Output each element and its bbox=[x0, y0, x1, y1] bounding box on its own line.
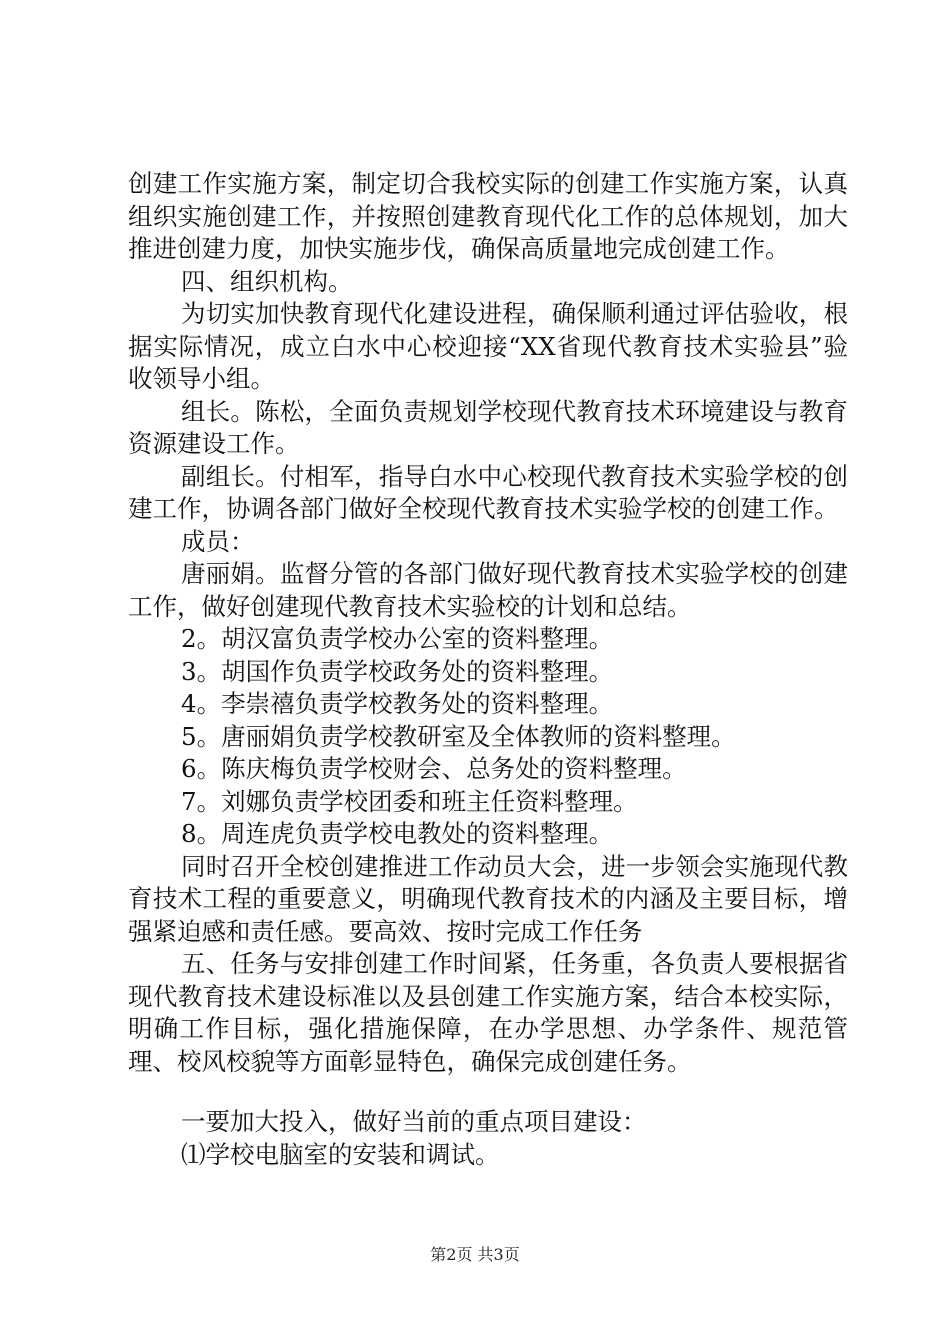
paragraph-deputy-leader: 副组长。付相军，指导白水中心校现代教育技术实验学校的创建工作，协调各部门做好全校现代教育技术实验学校的创建工作。 bbox=[128, 461, 848, 523]
list-item-computer-room: ⑴学校电脑室的安装和调试。 bbox=[181, 1139, 500, 1169]
list-item-member-2: 2。胡汉富负责学校办公室的资料整理。 bbox=[181, 624, 614, 653]
page-footer: 第2页 共3页 bbox=[430, 1245, 520, 1264]
list-item-member-8: 8。周连虎负责学校电教处的资料整理。 bbox=[181, 819, 614, 848]
paragraph-group-leader: 组长。陈松，全面负责规划学校现代教育技术环境建设与教育资源建设工作。 bbox=[128, 396, 848, 458]
paragraph-mobilization-meeting: 同时召开全校创建推进工作动员大会，进一步领会实施现代教育技术工程的重要意义，明确现代教育技术的内涵及主要目标，增强紧迫感和责任感。要高效、按时完成工作任务 bbox=[128, 851, 848, 946]
paragraph-member-1: 唐丽娟。监督分管的各部门做好现代教育技术实验学校的创建工作，做好创建现代教育技术实验校的计划和总结。 bbox=[128, 559, 848, 621]
section-heading-organization: 四、组织机构。 bbox=[181, 266, 353, 296]
list-item-member-7: 7。刘娜负责学校团委和班主任资料整理。 bbox=[181, 786, 638, 816]
list-item-member-5: 5。唐丽娟负责学校教研室及全体教师的资料整理。 bbox=[181, 721, 736, 751]
paragraph-key-projects: 一要加大投入，做好当前的重点项目建设： bbox=[181, 1107, 647, 1136]
paragraph-organization: 为切实加快教育现代化建设进程，确保顺利通过评估验收，根据实际情况，成立白水中心校迎接“XX省现代教育技术实验县”验收领导小组。 bbox=[128, 299, 848, 393]
list-item-member-4: 4。李崇禧负责学校教务处的资料整理。 bbox=[181, 689, 614, 718]
list-item-member-3: 3。胡国作负责学校政务处的资料整理。 bbox=[181, 656, 614, 686]
list-item-member-6: 6。陈庆梅负责学校财会、总务处的资料整理。 bbox=[181, 754, 687, 783]
section-tasks-arrangement: 五、任务与安排创建工作时间紧，任务重，各负责人要根据省现代教育技术建设标准以及县创建工作实施方案，结合本校实际，明确工作目标，强化措施保障，在办学思想、办学条件、规范管理、校风校貌等方面彰显特色，确保完成创建任务。 bbox=[128, 949, 848, 1076]
paragraph-members-label: 成员： bbox=[181, 526, 255, 556]
paragraph-intro: 创建工作实施方案，制定切合我校实际的创建工作实施方案，认真组织实施创建工作，并按照创建教育现代化工作的总体规划，加大推进创建力度，加快实施步伐，确保高质量地完成创建工作。 bbox=[128, 169, 848, 263]
document-body bbox=[128, 168, 848, 1171]
